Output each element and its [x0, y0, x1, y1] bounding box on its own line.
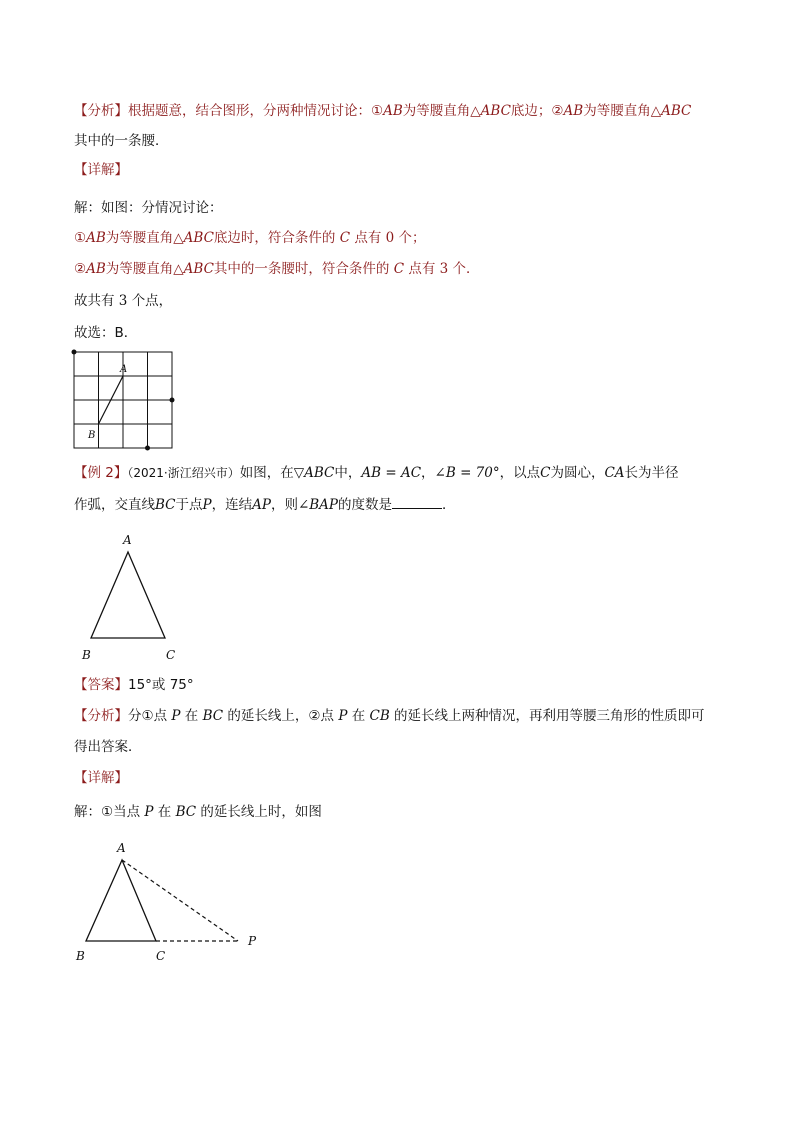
detail-total [74, 292, 172, 310]
circled-1: ① [74, 230, 87, 246]
point-p: P [171, 708, 181, 724]
case-text: 底边时，符合条件的 [213, 230, 336, 246]
count-value: 0 [385, 230, 395, 246]
segment-ab: AB [563, 103, 584, 119]
analysis-text: 底边； [510, 103, 552, 119]
segment-ab: AB [383, 103, 403, 119]
detail2-tag: 【详解】 [74, 770, 128, 786]
answer-blank[interactable] [392, 496, 442, 509]
label-b: B [82, 648, 91, 662]
circled-2: ② [74, 261, 87, 277]
case-text: 其中的一条腰时，符合条件的 [213, 261, 390, 277]
question-text: 如图，在 [239, 465, 294, 481]
total-text: 个点， [131, 293, 173, 309]
label-b: B [76, 949, 85, 963]
segment-bc: BC [175, 804, 197, 820]
analysis-line-2: 其中的一条腰． [74, 133, 169, 149]
circled-1: ① [371, 103, 384, 119]
analysis-text: 在 [184, 708, 199, 724]
example-tag: 【例 2】 [74, 465, 128, 481]
question-text: ． [442, 497, 456, 513]
example-line-2 [74, 496, 456, 514]
equation-angle-b: ∠B = 70° [434, 465, 500, 481]
triangle-abc: △ABC [173, 261, 214, 277]
answer-tag: 【答案】 [74, 677, 128, 693]
analysis-line-1 [74, 102, 691, 120]
question-text: ，连结 [211, 497, 253, 513]
label-b: B [88, 430, 96, 441]
analysis-text: 为等腰直角 [402, 103, 471, 119]
triangle-abc: △ABC [173, 230, 214, 246]
example-source: （2021·浙江绍兴市） [127, 466, 240, 480]
grid-dot-top-left [72, 350, 77, 355]
analysis-tag: 【分析】 [74, 103, 128, 119]
question-text: ， [421, 465, 435, 481]
segment-cb: CB [369, 708, 390, 724]
detail-case-2 [74, 260, 480, 278]
grid-dot-right [170, 398, 175, 403]
question-text: 作弧，交直线 [74, 497, 155, 513]
circled-2: ② [551, 103, 564, 119]
case-text: 个； [398, 230, 426, 246]
point-c: C [393, 261, 405, 277]
answer-line [74, 676, 194, 694]
triangle-abc-shape [86, 860, 156, 941]
point-p: P [338, 708, 348, 724]
detail-text: 解：①当点 [74, 804, 141, 820]
question-text: 的度数是 [338, 497, 393, 513]
label-a: A [120, 364, 128, 375]
question-text: ，以点 [499, 465, 541, 481]
analysis2-line-1 [74, 707, 705, 725]
label-a: A [123, 533, 132, 547]
total-text: 故共有 [74, 293, 115, 309]
count-value: 3 [439, 261, 449, 277]
equation-ab-ac: AB = AC [361, 465, 422, 481]
segment-ca: CA [604, 465, 625, 481]
label-p: P [248, 934, 257, 948]
triangle-figure-2 [70, 836, 270, 968]
segment-ab: AB [86, 230, 106, 246]
analysis2-line-2: 得出答案． [74, 739, 142, 755]
point-c: C [540, 465, 551, 481]
triangle-figure-1 [76, 528, 196, 664]
segment-bc: BC [155, 497, 176, 513]
point-p: P [144, 804, 154, 820]
case-text: 个． [452, 261, 480, 277]
case-text: 为等腰直角 [105, 261, 174, 277]
angle-bap: ∠BAP [297, 497, 339, 513]
label-a: A [117, 841, 126, 855]
example-line-1 [74, 464, 679, 482]
segment-bc: BC [202, 708, 224, 724]
detail2-line [74, 803, 322, 821]
point-p: P [202, 497, 212, 513]
question-text: ，则 [270, 497, 298, 513]
triangle-abc: △ABC [470, 103, 511, 119]
triangle-abc-shape [91, 552, 165, 638]
case-text: 为等腰直角 [105, 230, 174, 246]
total-count: 3 [118, 293, 128, 309]
question-text: 长为半径 [624, 465, 679, 481]
detail-text: 在 [157, 804, 172, 820]
point-c: C [339, 230, 351, 246]
triangle-abc: △ABC [650, 103, 692, 119]
segment-ap: AP [252, 497, 271, 513]
label-c: C [166, 648, 176, 662]
case-text: 点有 [408, 261, 436, 277]
detail-text: 的延长线上时，如图 [200, 804, 322, 820]
detail-choice: 故选：B． [74, 325, 138, 341]
analysis-text: 在 [351, 708, 366, 724]
analysis-text: 分①点 [128, 708, 168, 724]
detail-case-1 [74, 229, 426, 247]
label-c: C [156, 949, 166, 963]
question-text: 于点 [175, 497, 203, 513]
question-text: 为圆心， [550, 465, 605, 481]
question-text: 中， [334, 465, 362, 481]
triangle-abc: ▽ABC [293, 465, 335, 481]
detail-intro: 解：如图：分情况讨论： [74, 200, 223, 216]
analysis-text: 为等腰直角 [583, 103, 651, 119]
answer-value: 15°或 75° [128, 677, 194, 693]
analysis-text: 根据题意，结合图形，分两种情况讨论： [128, 103, 371, 119]
grid-figure [68, 346, 180, 454]
analysis-text: 的延长线上，②点 [227, 708, 335, 724]
grid-dot-bottom [145, 446, 150, 451]
detail-tag: 【详解】 [74, 162, 128, 178]
segment-ab: AB [86, 261, 106, 277]
analysis-text: 的延长线上两种情况，再利用等腰三角形的性质即可 [394, 708, 705, 724]
case-text: 点有 [354, 230, 382, 246]
analysis-tag: 【分析】 [74, 708, 128, 724]
